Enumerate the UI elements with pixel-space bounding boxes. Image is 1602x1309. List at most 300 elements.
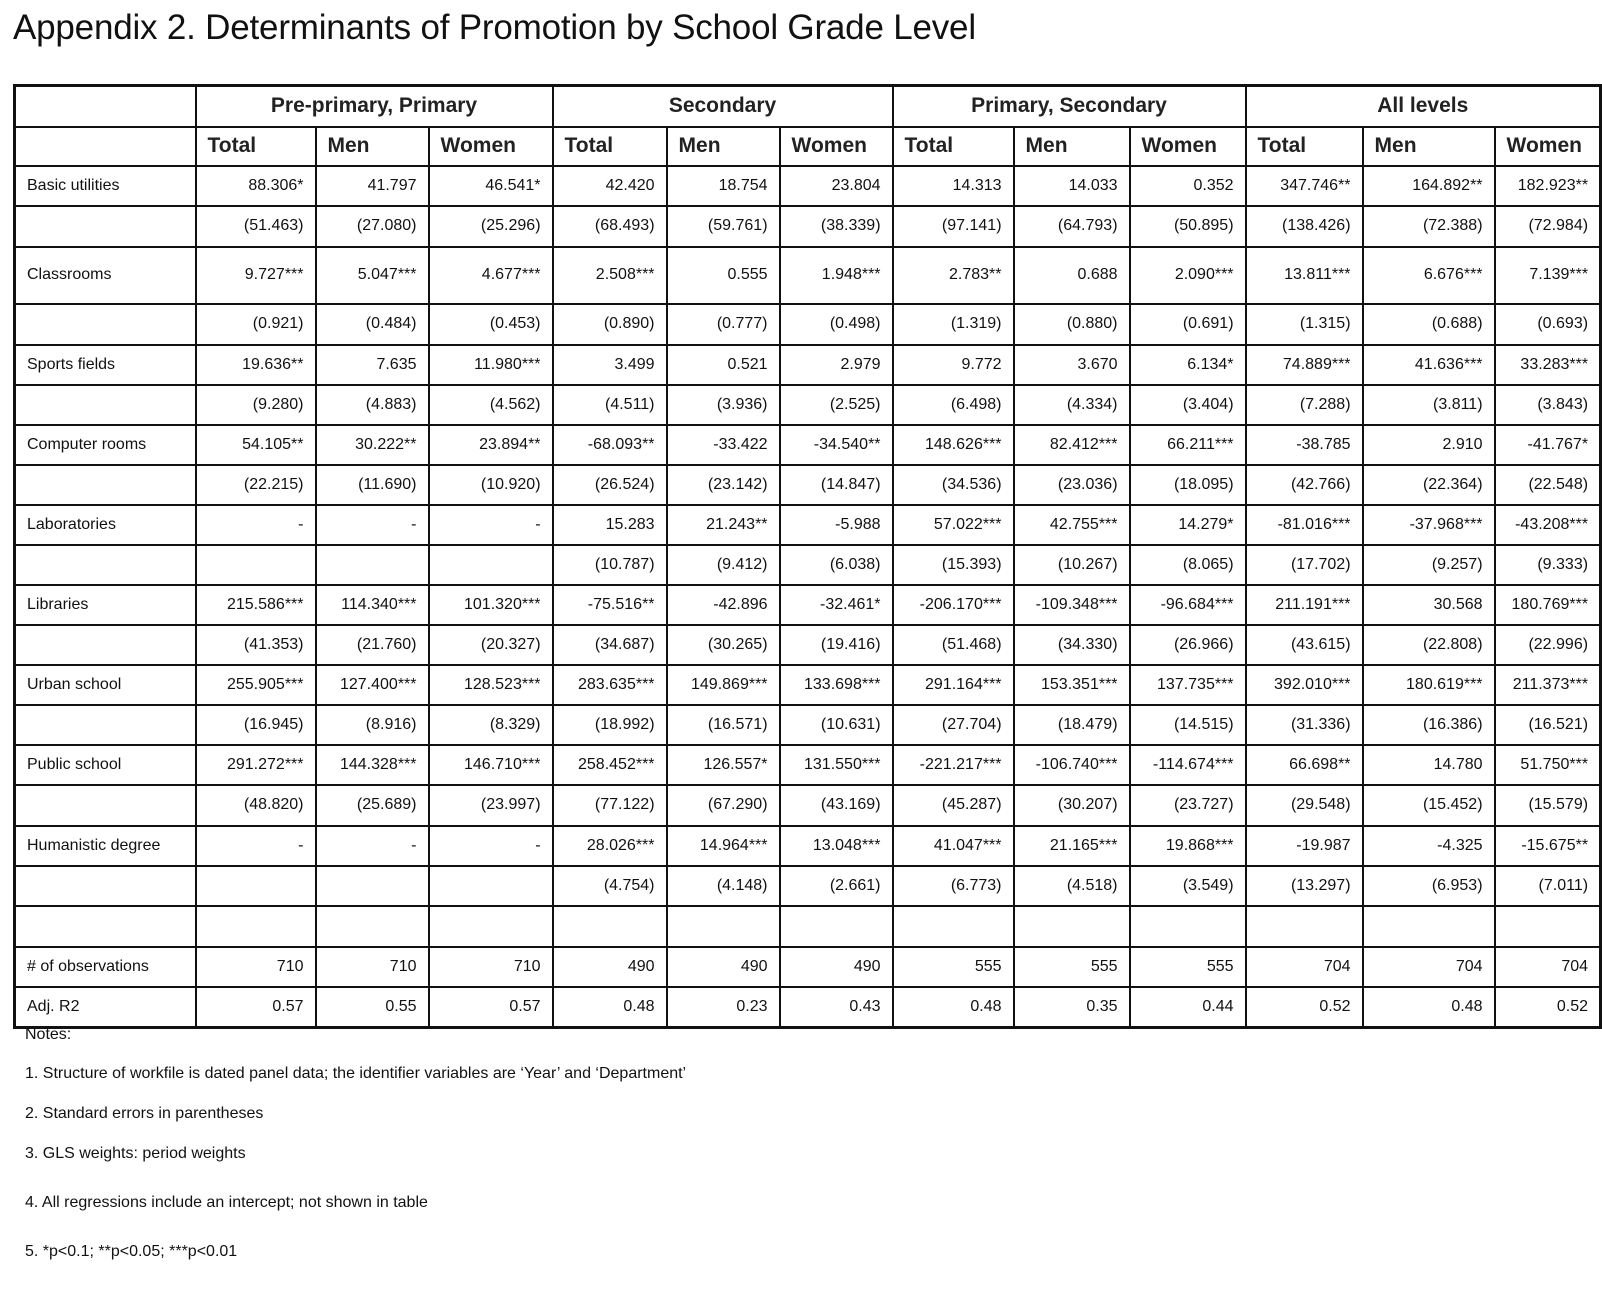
table-cell: 41.636***: [1363, 345, 1495, 385]
table-cell: 66.698**: [1246, 745, 1363, 785]
table-cell: [196, 866, 316, 906]
table-cell: 30.568: [1363, 585, 1495, 625]
table-cell: -75.516**: [553, 585, 667, 625]
table-cell: -68.093**: [553, 425, 667, 465]
table-cell: 0.52: [1495, 987, 1601, 1028]
table-cell: 258.452***: [553, 745, 667, 785]
subheader-cell: Women: [1495, 127, 1601, 166]
table-cell: 101.320***: [429, 585, 553, 625]
table-cell: 23.894**: [429, 425, 553, 465]
table-cell: [1495, 906, 1601, 947]
table-cell: 211.373***: [1495, 665, 1601, 705]
table-cell: (15.579): [1495, 785, 1601, 826]
table-row: [15, 665, 1601, 705]
table-cell: 28.026***: [553, 826, 667, 866]
table-cell: (4.334): [1014, 385, 1130, 425]
table-cell: (42.766): [1246, 465, 1363, 505]
table-cell: 0.44: [1130, 987, 1246, 1028]
table-cell: 215.586***: [196, 585, 316, 625]
row-label: Libraries: [15, 585, 196, 625]
table-cell: -33.422: [667, 425, 780, 465]
table-cell: (3.549): [1130, 866, 1246, 906]
table-row: [15, 625, 1601, 665]
subheader-row: [15, 127, 1601, 166]
table-cell: (4.148): [667, 866, 780, 906]
table-cell: (23.142): [667, 465, 780, 505]
page-title: Appendix 2. Determinants of Promotion by School Grade Level: [13, 8, 976, 47]
table-cell: (30.265): [667, 625, 780, 665]
table-cell: 0.52: [1246, 987, 1363, 1028]
table-cell: 0.57: [196, 987, 316, 1028]
table-cell: (3.404): [1130, 385, 1246, 425]
subheader-cell: Women: [1130, 127, 1246, 166]
table-cell: 42.420: [553, 166, 667, 206]
table-cell: (25.296): [429, 206, 553, 247]
table-cell: (14.847): [780, 465, 893, 505]
table-cell: (3.936): [667, 385, 780, 425]
table-cell: 57.022***: [893, 505, 1014, 545]
table-row: [15, 545, 1601, 585]
table-cell: 128.523***: [429, 665, 553, 705]
table-cell: (0.498): [780, 304, 893, 345]
group-header-secondary: Secondary: [553, 86, 893, 127]
table-cell: 1.948***: [780, 247, 893, 304]
table-cell: [1130, 906, 1246, 947]
table-cell: (4.883): [316, 385, 429, 425]
table-cell: (3.843): [1495, 385, 1601, 425]
table-cell: 15.283: [553, 505, 667, 545]
table-cell: (15.452): [1363, 785, 1495, 826]
table-cell: 182.923**: [1495, 166, 1601, 206]
table-row: [15, 206, 1601, 247]
table-cell: [429, 906, 553, 947]
table-cell: 2.783**: [893, 247, 1014, 304]
table-cell: [429, 866, 553, 906]
table-cell: (6.498): [893, 385, 1014, 425]
table-cell: 21.165***: [1014, 826, 1130, 866]
table-cell: [1363, 906, 1495, 947]
table-cell: 46.541*: [429, 166, 553, 206]
table-cell: (23.997): [429, 785, 553, 826]
table-cell: 704: [1363, 947, 1495, 987]
table-cell: (22.996): [1495, 625, 1601, 665]
table-cell: (43.615): [1246, 625, 1363, 665]
subheader-cell: Total: [553, 127, 667, 166]
row-label: [15, 545, 196, 585]
table-cell: 0.23: [667, 987, 780, 1028]
table-cell: -42.896: [667, 585, 780, 625]
table-cell: (0.693): [1495, 304, 1601, 345]
table-cell: 0.35: [1014, 987, 1130, 1028]
table-cell: 490: [553, 947, 667, 987]
row-label: [15, 206, 196, 247]
table-cell: (0.890): [553, 304, 667, 345]
table-row: [15, 705, 1601, 745]
table-cell: 51.750***: [1495, 745, 1601, 785]
table-cell: (21.760): [316, 625, 429, 665]
table-cell: (6.038): [780, 545, 893, 585]
table-cell: 3.670: [1014, 345, 1130, 385]
table-cell: (0.484): [316, 304, 429, 345]
table-cell: (15.393): [893, 545, 1014, 585]
table-cell: (7.011): [1495, 866, 1601, 906]
table-cell: -221.217***: [893, 745, 1014, 785]
table-cell: 490: [780, 947, 893, 987]
table-cell: 74.889***: [1246, 345, 1363, 385]
table-cell: (8.065): [1130, 545, 1246, 585]
table-row: [15, 866, 1601, 906]
row-label: [15, 625, 196, 665]
table-row: [15, 425, 1601, 465]
table-cell: 133.698***: [780, 665, 893, 705]
subheader-empty-cell: [15, 127, 196, 166]
table-cell: (19.416): [780, 625, 893, 665]
table-cell: 11.980***: [429, 345, 553, 385]
header-empty-cell: [15, 86, 196, 127]
table-cell: 555: [1014, 947, 1130, 987]
table-row: [15, 385, 1601, 425]
table-cell: (0.777): [667, 304, 780, 345]
subheader-cell: Men: [1363, 127, 1495, 166]
table-cell: -41.767*: [1495, 425, 1601, 465]
table-row: [15, 465, 1601, 505]
table-cell: (50.895): [1130, 206, 1246, 247]
notes-heading: Notes:: [25, 1026, 72, 1043]
table-row: [15, 304, 1601, 345]
table-cell: -4.325: [1363, 826, 1495, 866]
table-cell: (26.524): [553, 465, 667, 505]
table-cell: 21.243**: [667, 505, 780, 545]
table-cell: (9.412): [667, 545, 780, 585]
table-cell: (4.518): [1014, 866, 1130, 906]
table-cell: (16.945): [196, 705, 316, 745]
table-cell: -: [429, 505, 553, 545]
table-cell: -: [196, 505, 316, 545]
table-cell: (27.080): [316, 206, 429, 247]
table-cell: 9.727***: [196, 247, 316, 304]
table-cell: 490: [667, 947, 780, 987]
table-cell: (31.336): [1246, 705, 1363, 745]
table-row: [15, 345, 1601, 385]
table-cell: -106.740***: [1014, 745, 1130, 785]
table-cell: 0.43: [780, 987, 893, 1028]
table-cell: 14.780: [1363, 745, 1495, 785]
table-cell: 180.769***: [1495, 585, 1601, 625]
table-cell: (8.916): [316, 705, 429, 745]
table-cell: 137.735***: [1130, 665, 1246, 705]
table-cell: (22.215): [196, 465, 316, 505]
row-label: Humanistic degree: [15, 826, 196, 866]
table-cell: 710: [316, 947, 429, 987]
table-cell: 131.550***: [780, 745, 893, 785]
table-cell: 555: [1130, 947, 1246, 987]
table-cell: 347.746**: [1246, 166, 1363, 206]
table-cell: [667, 906, 780, 947]
table-cell: 255.905***: [196, 665, 316, 705]
table-cell: 710: [196, 947, 316, 987]
table-cell: [780, 906, 893, 947]
table-cell: (18.095): [1130, 465, 1246, 505]
table-cell: -206.170***: [893, 585, 1014, 625]
table-cell: 19.868***: [1130, 826, 1246, 866]
subheader-cell: Women: [429, 127, 553, 166]
table-cell: 148.626***: [893, 425, 1014, 465]
table-cell: 14.964***: [667, 826, 780, 866]
table-row: [15, 947, 1601, 987]
table-row: [15, 826, 1601, 866]
table-cell: 3.499: [553, 345, 667, 385]
subheader-cell: Men: [316, 127, 429, 166]
table-cell: 30.222**: [316, 425, 429, 465]
table-cell: 19.636**: [196, 345, 316, 385]
table-cell: 2.979: [780, 345, 893, 385]
table-cell: 127.400***: [316, 665, 429, 705]
table-cell: (26.966): [1130, 625, 1246, 665]
table-cell: 211.191***: [1246, 585, 1363, 625]
table-cell: (59.761): [667, 206, 780, 247]
table-row: [15, 987, 1601, 1028]
table-cell: 14.033: [1014, 166, 1130, 206]
row-label: Classrooms: [15, 247, 196, 304]
table-cell: (0.921): [196, 304, 316, 345]
table-cell: -114.674***: [1130, 745, 1246, 785]
table-cell: -38.785: [1246, 425, 1363, 465]
table-cell: 82.412***: [1014, 425, 1130, 465]
table-cell: (7.288): [1246, 385, 1363, 425]
table-cell: (22.364): [1363, 465, 1495, 505]
table-cell: 14.313: [893, 166, 1014, 206]
table-cell: (10.787): [553, 545, 667, 585]
table-cell: 7.635: [316, 345, 429, 385]
table-cell: 149.869***: [667, 665, 780, 705]
table-cell: [1014, 906, 1130, 947]
table-cell: (20.327): [429, 625, 553, 665]
table-cell: 2.910: [1363, 425, 1495, 465]
table-cell: (16.386): [1363, 705, 1495, 745]
group-header-all-levels: All levels: [1246, 86, 1601, 127]
table-cell: (0.688): [1363, 304, 1495, 345]
table-cell: (18.479): [1014, 705, 1130, 745]
table-cell: 7.139***: [1495, 247, 1601, 304]
table-cell: (30.207): [1014, 785, 1130, 826]
table-cell: -81.016***: [1246, 505, 1363, 545]
table-row: [15, 745, 1601, 785]
table-cell: 144.328***: [316, 745, 429, 785]
table-cell: (25.689): [316, 785, 429, 826]
table-cell: (0.691): [1130, 304, 1246, 345]
table-cell: (77.122): [553, 785, 667, 826]
table-cell: -109.348***: [1014, 585, 1130, 625]
table-cell: (45.287): [893, 785, 1014, 826]
table-cell: 0.48: [893, 987, 1014, 1028]
table-cell: (72.388): [1363, 206, 1495, 247]
table-cell: [316, 906, 429, 947]
table-cell: (18.992): [553, 705, 667, 745]
table-cell: 54.105**: [196, 425, 316, 465]
table-cell: (48.820): [196, 785, 316, 826]
row-label: Basic utilities: [15, 166, 196, 206]
table-cell: (3.811): [1363, 385, 1495, 425]
table-cell: [553, 906, 667, 947]
row-label: [15, 906, 196, 947]
table-cell: (9.333): [1495, 545, 1601, 585]
table-cell: (14.515): [1130, 705, 1246, 745]
table-cell: [316, 545, 429, 585]
table-cell: (64.793): [1014, 206, 1130, 247]
group-header-primary-secondary: Primary, Secondary: [893, 86, 1246, 127]
table-cell: (11.690): [316, 465, 429, 505]
table-cell: 41.797: [316, 166, 429, 206]
table-row: [15, 505, 1601, 545]
table-cell: [893, 906, 1014, 947]
row-label: # of observations: [15, 947, 196, 987]
table-cell: (22.808): [1363, 625, 1495, 665]
table-cell: (41.353): [196, 625, 316, 665]
table-cell: (10.920): [429, 465, 553, 505]
table-cell: 2.090***: [1130, 247, 1246, 304]
table-cell: 41.047***: [893, 826, 1014, 866]
table-cell: 153.351***: [1014, 665, 1130, 705]
table-cell: (23.727): [1130, 785, 1246, 826]
note-item: 4. All regressions include an intercept; not shown in table: [25, 1194, 428, 1211]
table-cell: (8.329): [429, 705, 553, 745]
table-cell: [196, 545, 316, 585]
table-cell: 704: [1495, 947, 1601, 987]
table-cell: 66.211***: [1130, 425, 1246, 465]
table-cell: (23.036): [1014, 465, 1130, 505]
table-cell: -: [316, 826, 429, 866]
table-row: [15, 585, 1601, 625]
table-cell: (29.548): [1246, 785, 1363, 826]
table-row: [15, 166, 1601, 206]
table-cell: -34.540**: [780, 425, 893, 465]
subheader-cell: Total: [196, 127, 316, 166]
row-label: [15, 465, 196, 505]
row-label: Adj. R2: [15, 987, 196, 1028]
table-cell: (9.257): [1363, 545, 1495, 585]
table-cell: (13.297): [1246, 866, 1363, 906]
table-cell: (1.319): [893, 304, 1014, 345]
row-label: [15, 785, 196, 826]
table-cell: (0.880): [1014, 304, 1130, 345]
group-header-pre-primary-primary: Pre-primary, Primary: [196, 86, 553, 127]
table-cell: (4.562): [429, 385, 553, 425]
subheader-cell: Women: [780, 127, 893, 166]
subheader-cell: Men: [667, 127, 780, 166]
row-label: [15, 304, 196, 345]
table-cell: 392.010***: [1246, 665, 1363, 705]
table-cell: 291.272***: [196, 745, 316, 785]
table-cell: (27.704): [893, 705, 1014, 745]
table-cell: [1246, 906, 1363, 947]
table-row: [15, 906, 1601, 947]
table-cell: 555: [893, 947, 1014, 987]
table-cell: 14.279*: [1130, 505, 1246, 545]
table-cell: -43.208***: [1495, 505, 1601, 545]
table-cell: (38.339): [780, 206, 893, 247]
table-cell: 5.047***: [316, 247, 429, 304]
table-cell: 0.48: [1363, 987, 1495, 1028]
table-cell: 126.557*: [667, 745, 780, 785]
table-cell: 0.352: [1130, 166, 1246, 206]
table-cell: (34.536): [893, 465, 1014, 505]
table-cell: (6.953): [1363, 866, 1495, 906]
table-cell: (9.280): [196, 385, 316, 425]
table-cell: [316, 866, 429, 906]
table-cell: 164.892**: [1363, 166, 1495, 206]
table-cell: (97.141): [893, 206, 1014, 247]
subheader-cell: Total: [1246, 127, 1363, 166]
table-cell: -19.987: [1246, 826, 1363, 866]
table-cell: (10.267): [1014, 545, 1130, 585]
subheader-cell: Men: [1014, 127, 1130, 166]
row-label: Public school: [15, 745, 196, 785]
table-cell: 180.619***: [1363, 665, 1495, 705]
table-cell: -: [196, 826, 316, 866]
table-cell: (51.468): [893, 625, 1014, 665]
table-row: [15, 785, 1601, 826]
row-label: Urban school: [15, 665, 196, 705]
table-cell: (6.773): [893, 866, 1014, 906]
row-label: Laboratories: [15, 505, 196, 545]
table-cell: 291.164***: [893, 665, 1014, 705]
table-cell: 6.134*: [1130, 345, 1246, 385]
table-cell: (2.661): [780, 866, 893, 906]
table-row: [15, 247, 1601, 304]
table-cell: (17.702): [1246, 545, 1363, 585]
table-cell: 4.677***: [429, 247, 553, 304]
table-cell: (34.330): [1014, 625, 1130, 665]
regression-table: [13, 84, 1602, 1029]
table-cell: (16.571): [667, 705, 780, 745]
table-cell: 88.306*: [196, 166, 316, 206]
table-cell: (16.521): [1495, 705, 1601, 745]
table-cell: (2.525): [780, 385, 893, 425]
table-cell: 0.55: [316, 987, 429, 1028]
table-cell: (34.687): [553, 625, 667, 665]
table-cell: 6.676***: [1363, 247, 1495, 304]
table-cell: -96.684***: [1130, 585, 1246, 625]
table-cell: (51.463): [196, 206, 316, 247]
table-cell: -: [316, 505, 429, 545]
table-cell: 114.340***: [316, 585, 429, 625]
group-header-row: [15, 86, 1601, 127]
table-cell: 33.283***: [1495, 345, 1601, 385]
note-item: 3. GLS weights: period weights: [25, 1145, 246, 1162]
table-cell: 704: [1246, 947, 1363, 987]
table-cell: 283.635***: [553, 665, 667, 705]
table-cell: 146.710***: [429, 745, 553, 785]
table-cell: 23.804: [780, 166, 893, 206]
table-cell: (1.315): [1246, 304, 1363, 345]
table-cell: (4.754): [553, 866, 667, 906]
table-cell: 0.555: [667, 247, 780, 304]
table-cell: (67.290): [667, 785, 780, 826]
row-label: Sports fields: [15, 345, 196, 385]
table-cell: -5.988: [780, 505, 893, 545]
table-cell: (43.169): [780, 785, 893, 826]
note-item: 5. *p<0.1; **p<0.05; ***p<0.01: [25, 1243, 238, 1260]
table-cell: 2.508***: [553, 247, 667, 304]
table-cell: 42.755***: [1014, 505, 1130, 545]
table-cell: 0.521: [667, 345, 780, 385]
table-cell: (72.984): [1495, 206, 1601, 247]
table-cell: (10.631): [780, 705, 893, 745]
row-label: Computer rooms: [15, 425, 196, 465]
row-label: [15, 866, 196, 906]
table-cell: -32.461*: [780, 585, 893, 625]
row-label: [15, 705, 196, 745]
